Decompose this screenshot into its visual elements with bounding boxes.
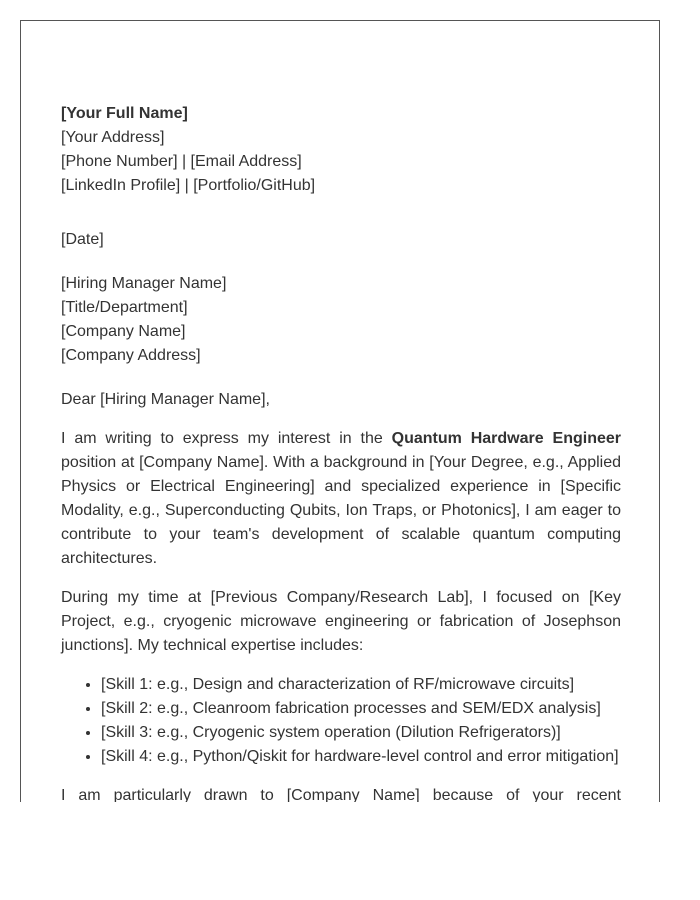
paragraph-motivation: I am particularly drawn to [Company Name] because of your recent bbox=[61, 787, 621, 802]
sender-address: [Your Address] bbox=[61, 129, 165, 146]
recipient-company: [Company Name] bbox=[61, 323, 186, 340]
list-item: • [Skill 3: e.g., Cryogenic system operation (Dilution Refrigerators)] bbox=[101, 721, 621, 745]
letter-date: [Date] bbox=[61, 231, 104, 248]
sender-contact: [Phone Number] | [Email Address] bbox=[61, 153, 302, 170]
role-title: Quantum Hardware Engineer bbox=[391, 430, 621, 447]
list-item: • [Skill 1: e.g., Design and characterization of RF/microwave circuits] bbox=[101, 673, 621, 697]
paragraph-experience: During my time at [Previous Company/Research Lab], I focused on [Key Project, e.g., cryogenic microwave engineering or fabrication of Josephson junctions]. My technical expertise includes: bbox=[61, 589, 621, 654]
paragraph-intro bbox=[61, 427, 621, 571]
list-item: • [Skill 2: e.g., Cleanroom fabrication processes and SEM/EDX analysis] bbox=[101, 697, 621, 721]
paragraph-intro-start: I am writing to express my interest in the bbox=[61, 430, 392, 447]
recipient-name: [Hiring Manager Name] bbox=[61, 275, 227, 292]
recipient-block bbox=[61, 272, 621, 368]
letter-page bbox=[20, 20, 660, 802]
salutation: Dear [Hiring Manager Name], bbox=[61, 391, 270, 408]
skills-list bbox=[61, 673, 621, 769]
letter-body bbox=[61, 102, 621, 802]
sender-links: [LinkedIn Profile] | [Portfolio/GitHub] bbox=[61, 177, 316, 194]
recipient-title: [Title/Department] bbox=[61, 299, 188, 316]
sender-block bbox=[61, 102, 621, 198]
sender-name: [Your Full Name] bbox=[61, 105, 188, 122]
recipient-address: [Company Address] bbox=[61, 347, 201, 364]
paragraph-intro-end: position at [Company Name]. With a background in [Your Degree, e.g., Applied Physics or Electrical Engineering] and specialized experience in [Specific Modality, e.g., Superconducting Qubits, Ion Traps, or Photonics], I am eager to contribute to your team's development of scalable quantum computing architectures. bbox=[61, 454, 621, 567]
list-item: • [Skill 4: e.g., Python/Qiskit for hardware-level control and error mitigation] bbox=[101, 745, 621, 769]
